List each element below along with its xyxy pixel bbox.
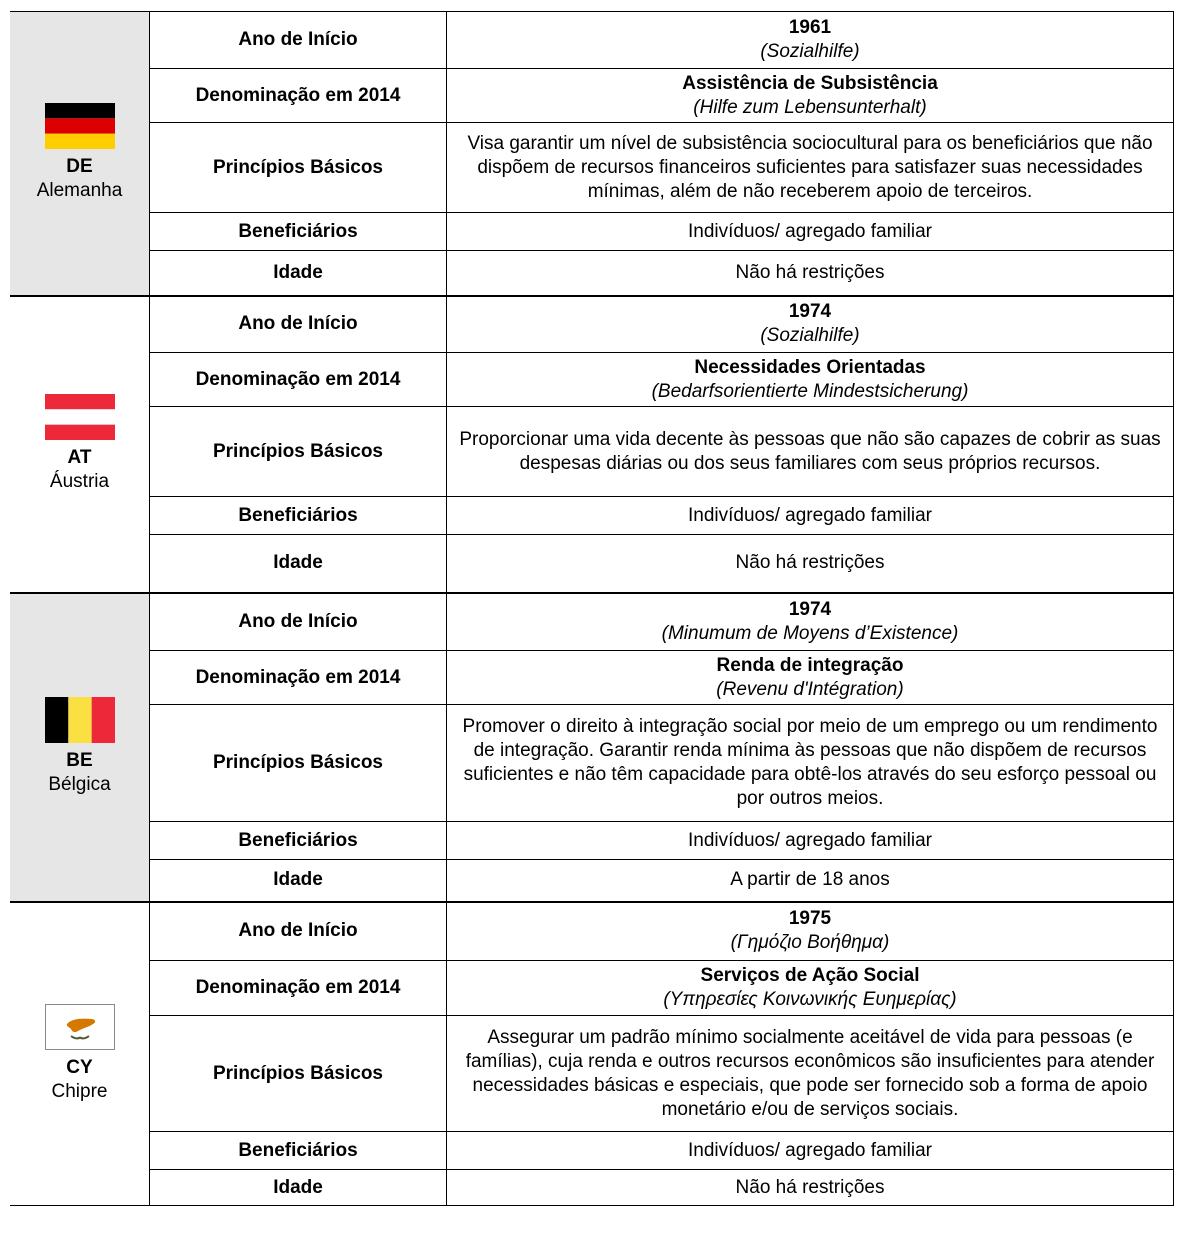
country-name: Áustria — [49, 471, 110, 492]
country-name: Alemanha — [36, 180, 123, 202]
value-italic: (Sozialhilfe) — [760, 325, 860, 347]
table-row — [10, 1170, 1174, 1206]
table-row — [10, 822, 1174, 860]
value-strong: 1974 — [788, 598, 832, 620]
row-value — [447, 593, 1174, 651]
row-label: Beneficiários — [150, 497, 447, 535]
country-cell-cy — [10, 902, 150, 1206]
table-row — [10, 296, 1174, 353]
table-row — [10, 961, 1174, 1016]
table-row — [10, 353, 1174, 407]
flag-germany-icon — [45, 103, 115, 149]
value-strong: Serviços de Ação Social — [700, 965, 920, 986]
table-row — [10, 860, 1174, 902]
country-code: DE — [66, 156, 93, 178]
country-name: Bélgica — [48, 774, 111, 795]
row-label: Denominação em 2014 — [150, 353, 447, 407]
value-italic: (Sozialhilfe) — [760, 41, 860, 62]
country-cell-at — [10, 296, 150, 593]
row-label: Princípios Básicos — [150, 407, 447, 497]
row-value: Não há restrições — [447, 535, 1174, 593]
value-italic: (Υπηρεσίες Κοινωνικής Ευημερίας) — [663, 989, 957, 1010]
row-label: Denominação em 2014 — [150, 961, 447, 1016]
value-strong: 1975 — [788, 908, 832, 930]
row-label: Beneficiários — [150, 213, 447, 251]
row-label: Ano de Início — [150, 593, 447, 651]
country-name: Chipre — [51, 1080, 108, 1102]
row-label: Idade — [150, 535, 447, 593]
row-label: Beneficiários — [150, 822, 447, 860]
row-label: Beneficiários — [150, 1132, 447, 1170]
table-row — [10, 407, 1174, 497]
row-value — [447, 69, 1174, 123]
row-value — [447, 651, 1174, 705]
table-row — [10, 69, 1174, 123]
value-italic: (Minumum de Moyens d’Existence) — [661, 622, 959, 644]
row-value: Indivíduos/ agregado familiar — [447, 497, 1174, 535]
value-italic: (Hilfe zum Lebensunterhalt) — [693, 96, 927, 118]
country-cell-be — [10, 593, 150, 902]
table-row — [10, 497, 1174, 535]
table-row — [10, 12, 1174, 69]
table-row — [10, 213, 1174, 251]
row-label: Idade — [150, 1170, 447, 1206]
row-value — [447, 902, 1174, 961]
country-cell-de — [10, 12, 150, 296]
table-row — [10, 123, 1174, 213]
row-label: Denominação em 2014 — [150, 651, 447, 705]
flag-belgium-icon — [45, 697, 115, 743]
row-value: Indivíduos/ agregado familiar — [447, 822, 1174, 860]
value-strong: 1974 — [788, 301, 832, 323]
row-value: Assegurar um padrão mínimo socialmente aceitável de vida para pessoas (e famílias), cuja renda e outros recursos econômicos são insuficientes para atender necessidades básicas e especiais, que pode ser fornecido sob a forma de apoio monetário e/ou de serviços sociais. — [447, 1016, 1174, 1132]
row-value: Não há restrições — [447, 1170, 1174, 1206]
table-row — [10, 1132, 1174, 1170]
row-value — [447, 12, 1174, 69]
country-code: CY — [66, 1056, 93, 1078]
row-value: Indivíduos/ agregado familiar — [447, 1132, 1174, 1170]
value-italic: (Bedarfsorientierte Mindestsicherung) — [651, 380, 969, 402]
value-italic: (Γημόζιο Βοήθημα) — [730, 932, 890, 954]
row-label: Idade — [150, 860, 447, 902]
flag-cyprus-icon — [45, 1004, 115, 1050]
row-value: Indivíduos/ agregado familiar — [447, 213, 1174, 251]
row-value: Não há restrições — [447, 251, 1174, 296]
table-row — [10, 651, 1174, 705]
table-row — [10, 1016, 1174, 1132]
value-strong: Renda de integração — [716, 654, 904, 676]
table-row — [10, 535, 1174, 593]
value-strong: 1961 — [788, 17, 832, 38]
row-label: Idade — [150, 251, 447, 296]
row-value — [447, 296, 1174, 353]
value-strong: Assistência de Subsistência — [682, 72, 938, 94]
row-value — [447, 961, 1174, 1016]
table-row — [10, 705, 1174, 822]
value-strong: Necessidades Orientadas — [694, 356, 926, 378]
flag-austria-icon — [45, 394, 115, 440]
row-label: Ano de Início — [150, 902, 447, 961]
row-label: Ano de Início — [150, 12, 447, 69]
row-label: Ano de Início — [150, 296, 447, 353]
row-label: Princípios Básicos — [150, 1016, 447, 1132]
table-row — [10, 251, 1174, 296]
row-value — [447, 353, 1174, 407]
table-row — [10, 593, 1174, 651]
row-label: Princípios Básicos — [150, 123, 447, 213]
country-code: AT — [67, 447, 92, 468]
row-value: Proporcionar uma vida decente às pessoas que não são capazes de cobrir as suas despesas diárias ou dos seus familiares com seus próprios recursos. — [447, 407, 1174, 497]
row-label: Denominação em 2014 — [150, 69, 447, 123]
row-value: Visa garantir um nível de subsistência sociocultural para os beneficiários que não dispõem de recursos financeiros suficientes para satisfazer suas necessidades mínimas, além de não receberem apoio de terceiros. — [447, 123, 1174, 213]
table-row — [10, 902, 1174, 961]
row-value: Promover o direito à integração social por meio de um emprego ou um rendimento de integração. Garantir renda mínima às pessoas que não dispõem de recursos suficientes e não têm capacidade para obtê-los através do seu esforço pessoal ou por outros meios. — [447, 705, 1174, 822]
country-code: BE — [66, 750, 93, 771]
row-label: Princípios Básicos — [150, 705, 447, 822]
row-value: A partir de 18 anos — [447, 860, 1174, 902]
comparison-table — [10, 11, 1174, 1206]
value-italic: (Revenu d'Intégration) — [716, 678, 904, 700]
